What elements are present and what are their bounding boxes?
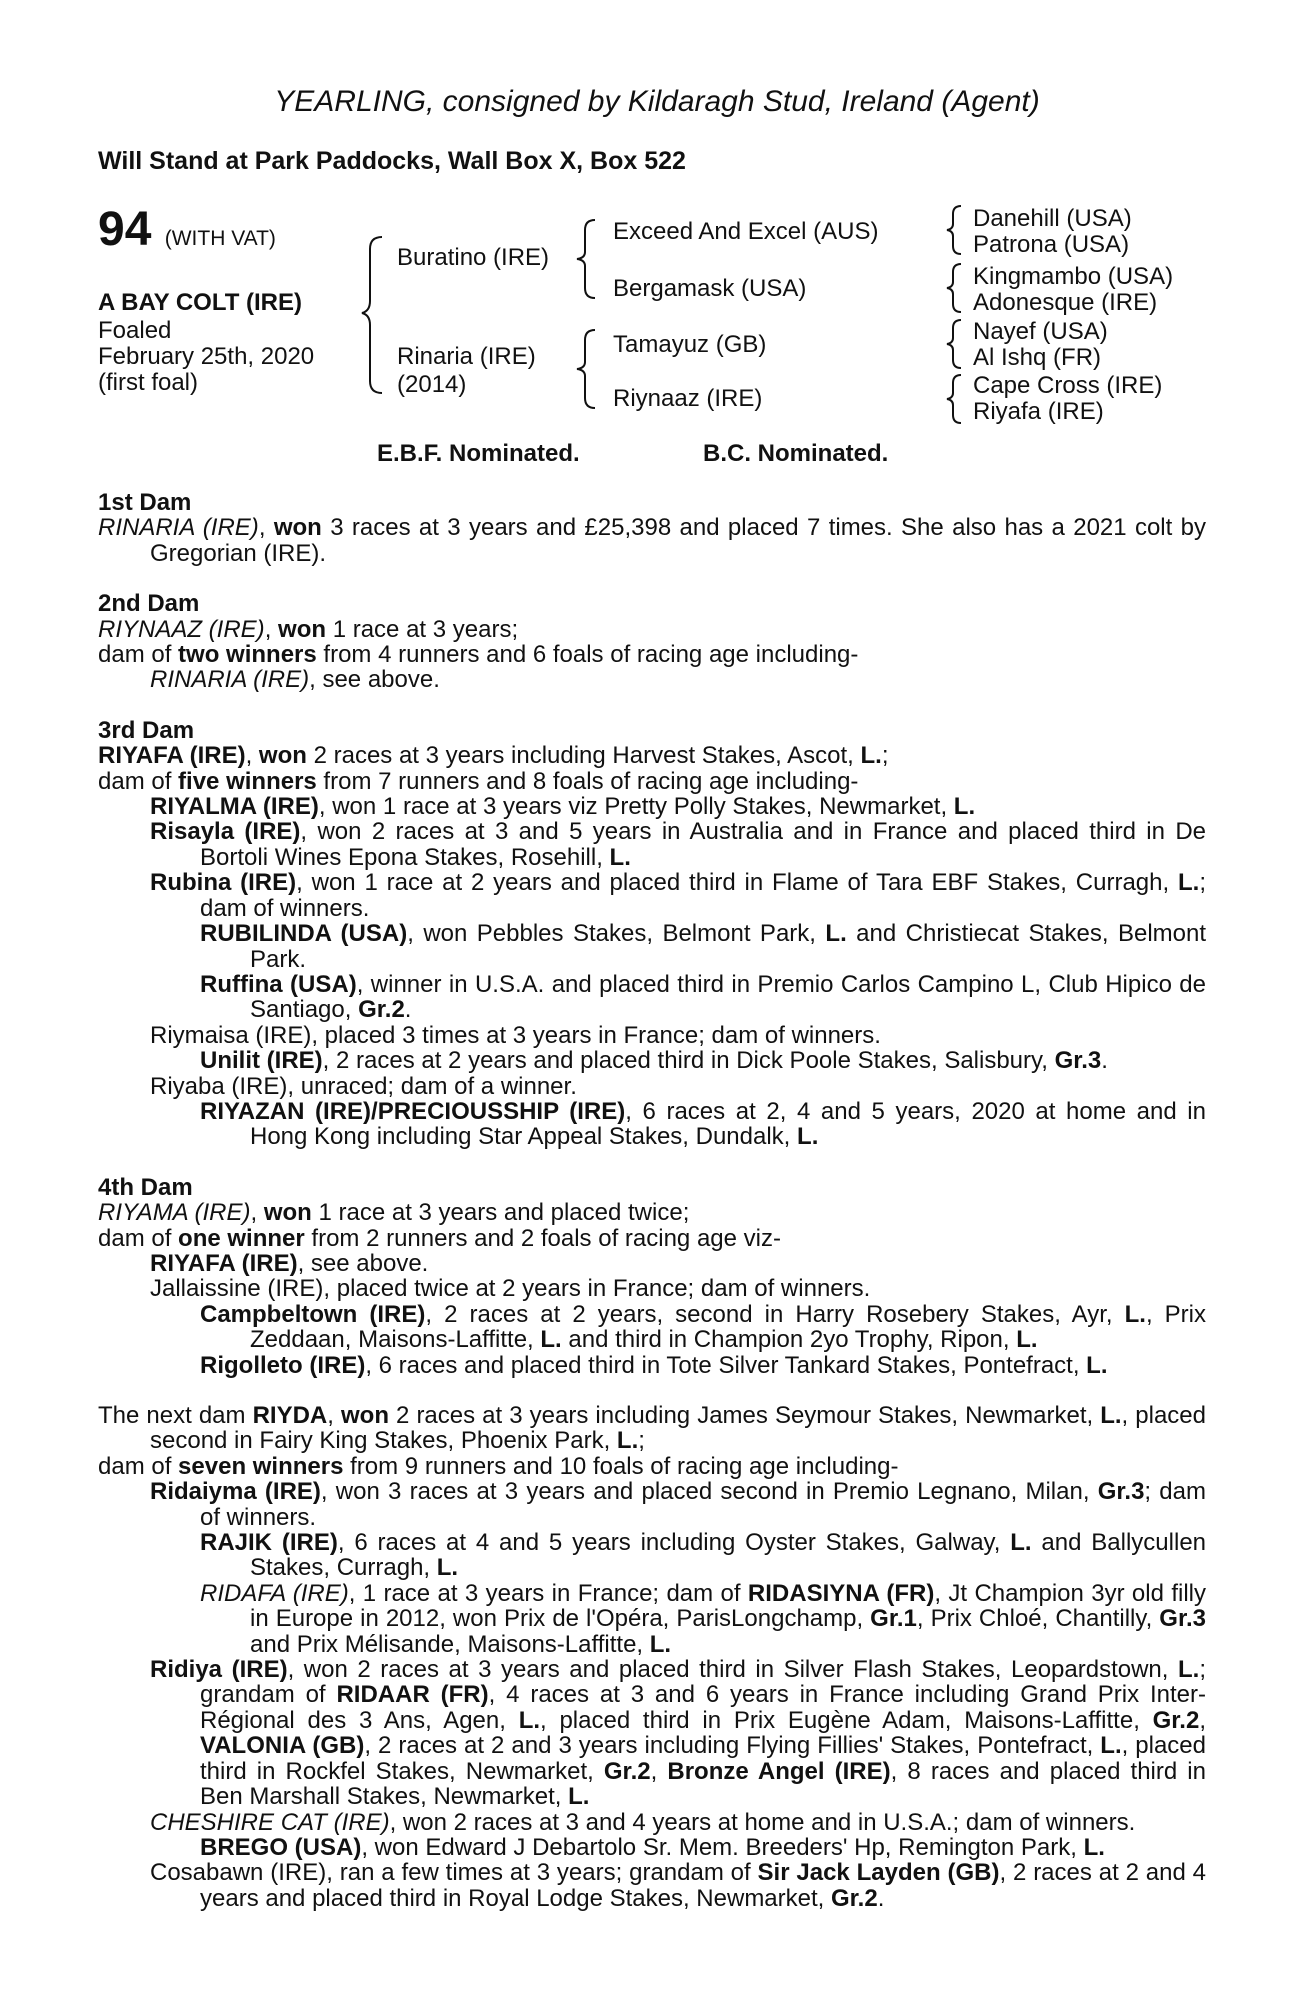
next-dam-item: Ridaiyma (IRE), won 3 races at 3 years and placed second in Premio Legnano, Milan, Gr.3; dam of winners.: [150, 1478, 1206, 1531]
dam3-item: Riymaisa (IRE), placed 3 times at 3 years in France; dam of winners.: [150, 1021, 881, 1049]
dam4-record: RIYAMA (IRE), won 1 race at 3 years and placed twice;: [98, 1199, 690, 1227]
dam3-subitem: RUBILINDA (USA), won Pebbles Stakes, Belmont Park, L. and Christiecat Stakes, Belmont Park.: [200, 920, 1207, 973]
vat-note: (WITH VAT): [164, 227, 276, 250]
sire-name: Buratino (IRE): [397, 244, 550, 271]
dam4-subitem: Rigolleto (IRE), 6 races and placed third in Tote Silver Tankard Stakes, Pontefract, L.: [200, 1351, 1108, 1379]
dam4-title: 4th Dam: [98, 1173, 193, 1201]
dam4-produce: dam of one winner from 2 runners and 2 foals of racing age viz-: [98, 1224, 781, 1252]
dam3-item: Risayla (IRE), won 2 races at 3 and 5 years in Australia and in France and placed third in De Bortoli Wines Epona Stakes, Rosehill, L.: [150, 818, 1207, 871]
next-dam-item: Ridiya (IRE), won 2 races at 3 years and placed third in Silver Flash Stakes, Leopardstown, L.; grandam of RIDAAR (FR), 4 races at 3 and 6 years in France including Grand Prix Inter-Régional des 3 Ans, Agen, L., placed third in Prix Eugène Adam, Maisons-Laffitte, Gr.2, VALONIA (GB), 2 races at 2 and 3 years including Flying Fillies' Stakes, Pontefract, L., placed third in Rockfel Stakes, Newmarket, Gr.2, Bronze Angel (IRE), 8 races and placed third in Ben Marshall Stakes, Newmarket, L.: [150, 1656, 1207, 1811]
sd-sire-name: Kingmambo (USA): [973, 263, 1174, 290]
dam2-record: RIYNAAZ (IRE), won 1 race at 3 years;: [98, 615, 519, 643]
dam4-item: Jallaissine (IRE), placed twice at 2 years in France; dam of winners.: [150, 1275, 871, 1303]
stand-location: Will Stand at Park Paddocks, Wall Box X, Box 522: [98, 147, 686, 175]
next-dam-produce: dam of seven winners from 9 runners and 10 foals of racing age including-: [98, 1452, 899, 1480]
next-dam-item: Cosabawn (IRE), ran a few times at 3 years; grandam of Sir Jack Layden (GB), 2 races at 2 and 4 years and placed third in Royal Lodge Stakes, Newmarket, Gr.2.: [150, 1859, 1207, 1912]
sire-dam-name: Bergamask (USA): [613, 275, 807, 302]
pedigree-brace-main: [360, 235, 390, 395]
lot-number-line: [98, 205, 276, 264]
ebf-nomination: E.B.F. Nominated.: [377, 440, 580, 467]
bc-nomination: B.C. Nominated.: [703, 440, 889, 467]
dam4-item: RIYAFA (IRE), see above.: [150, 1249, 429, 1277]
lot-number: 94: [98, 203, 152, 256]
pedigree-brace-dam: [575, 328, 601, 410]
pedigree-brace-4c: [945, 318, 965, 370]
next-dam-subitem: BREGO (USA), won Edward J Debartolo Sr. Mem. Breeders' Hp, Remington Park, L.: [200, 1833, 1105, 1861]
sire-sire-name: Exceed And Excel (AUS): [613, 218, 879, 245]
dam3-produce: dam of five winners from 7 runners and 8 foals of racing age including-: [98, 767, 859, 795]
lot-description: A BAY COLT (IRE): [98, 289, 303, 316]
dd-dam-name: Riyafa (IRE): [973, 398, 1104, 425]
sd-dam-name: Adonesque (IRE): [973, 289, 1158, 316]
dam3-subitem: Ruffina (USA), winner in U.S.A. and placed third in Premio Carlos Campino L, Club Hipico de Santiago, Gr.2.: [200, 970, 1207, 1024]
pedigree-brace-sire: [575, 218, 601, 300]
dam1-record: RINARIA (IRE), won 3 races at 3 years and £25,398 and placed 7 times. She also has a 2021 colt by Gregorian (IRE).: [98, 514, 1207, 567]
dam1-title: 1st Dam: [98, 489, 192, 516]
foaled-label: Foaled: [98, 317, 172, 344]
dam4-subitem: Campbeltown (IRE), 2 races at 2 years, second in Harry Rosebery Stakes, Ayr, L., Prix Zeddaan, Maisons-Laffitte, L. and third in Champion 2yo Trophy, Ripon, L.: [200, 1300, 1206, 1354]
next-dam-record: The next dam RIYDA, won 2 races at 3 years including James Seymour Stakes, Newmarket, L., placed second in Fairy King Stakes, Phoenix Park, L.;: [98, 1402, 1206, 1455]
dam2-title: 2nd Dam: [98, 590, 200, 618]
foaled-date: February 25th, 2020: [98, 343, 315, 370]
ds-dam-name: Al Ishq (FR): [973, 344, 1102, 371]
pedigree-brace-4d: [945, 373, 965, 425]
dam-sire-name: Tamayuz (GB): [613, 331, 767, 358]
dam-year: (2014): [397, 371, 467, 398]
dam3-record: RIYAFA (IRE), won 2 races at 3 years including Harvest Stakes, Ascot, L.;: [98, 742, 889, 770]
dam3-subitem: RIYAZAN (IRE)/PRECIOUSSHIP (IRE), 6 races at 2, 4 and 5 years, 2020 at home and in Hong Kong including Star Appeal Stakes, Dundalk, L.: [200, 1097, 1206, 1151]
dd-sire-name: Cape Cross (IRE): [973, 372, 1163, 399]
pedigree-brace-4b: [945, 262, 965, 314]
dam2-produce-item: RINARIA (IRE), see above.: [150, 666, 440, 694]
dam2-produce: dam of two winners from 4 runners and 6 foals of racing age including-: [98, 641, 859, 669]
dam3-title: 3rd Dam: [98, 716, 195, 744]
ss-sire-name: Danehill (USA): [973, 205, 1132, 232]
dam3-item: RIYALMA (IRE), won 1 race at 3 years viz Pretty Polly Stakes, Newmarket, L.: [150, 793, 976, 821]
produce-record: [98, 490, 1206, 1911]
dam-name: Rinaria (IRE): [397, 343, 536, 370]
foal-note: (first foal): [98, 369, 199, 396]
dam-dam-name: Riynaaz (IRE): [613, 385, 763, 412]
next-dam-subitem: RIDAFA (IRE), 1 race at 3 years in France; dam of RIDASIYNA (FR), Jt Champion 3yr old filly in Europe in 2012, won Prix de l'Opéra, ParisLongchamp, Gr.1, Prix Chloé, Chantilly, Gr.3 and Prix Mélisande, Maisons-Laffitte, L.: [200, 1579, 1206, 1658]
dam3-item: Riyaba (IRE), unraced; dam of a winner.: [150, 1072, 577, 1100]
pedigree-brace-4a: [945, 204, 965, 256]
ss-dam-name: Patrona (USA): [973, 231, 1130, 258]
dam3-subitem: Unilit (IRE), 2 races at 2 years and placed third in Dick Poole Stakes, Salisbury, Gr.3.: [200, 1047, 1108, 1075]
consignment-heading: YEARLING, consigned by Kildaragh Stud, Ireland (Agent): [274, 85, 1040, 118]
ds-sire-name: Nayef (USA): [973, 318, 1108, 345]
next-dam-subitem: RAJIK (IRE), 6 races at 4 and 5 years including Oyster Stakes, Galway, L. and Ballycullen Stakes, Curragh, L.: [200, 1529, 1207, 1582]
next-dam-item: CHESHIRE CAT (IRE), won 2 races at 3 and 4 years at home and in U.S.A.; dam of winners.: [150, 1808, 1136, 1836]
dam3-item: Rubina (IRE), won 1 race at 2 years and placed third in Flame of Tara EBF Stakes, Curragh, L.; dam of winners.: [150, 869, 1206, 922]
